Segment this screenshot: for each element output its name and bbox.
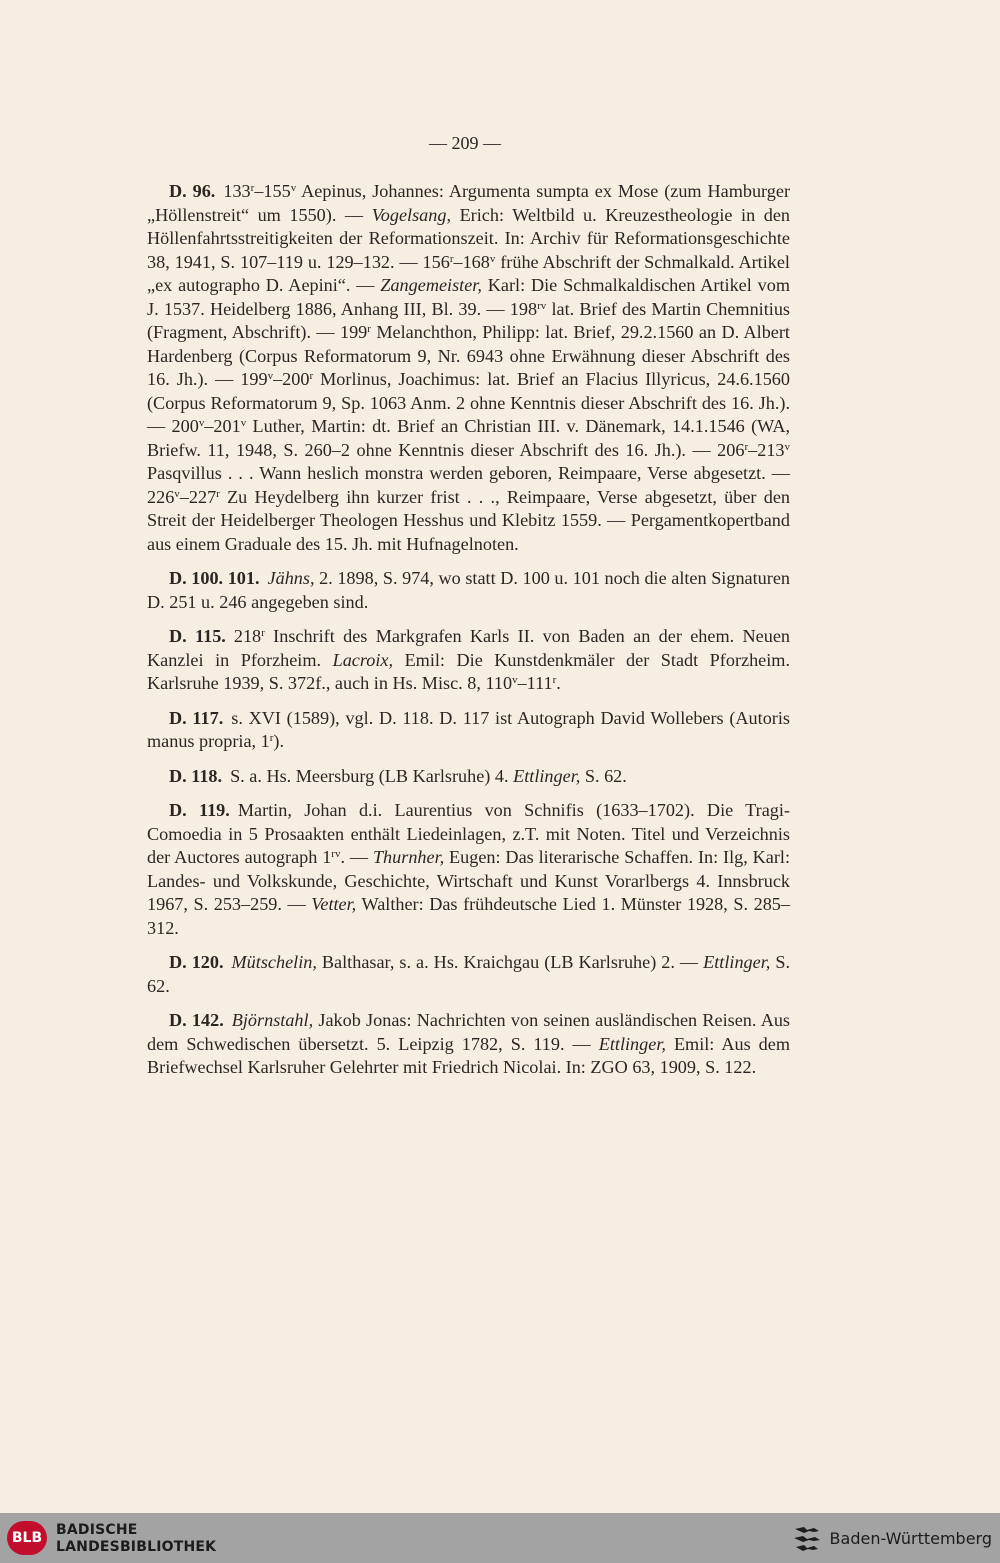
- folio-superscript: r: [744, 440, 749, 453]
- catalog-entry: [147, 567, 790, 614]
- entry-signature: D. 115.: [169, 626, 226, 646]
- entry-signature: D. 100. 101.: [169, 568, 260, 588]
- entry-text: Erich: Weltbild u. Kreuzestheologie in den Höllenfahrtsstreitigkeiten der Reformationszeit. In: Archiv für Reformationsgeschichte 38, 1941, S. 107–119 u. 129–132. — 156: [147, 204, 790, 272]
- entry-text: Karl: Die Schmalkaldischen Artikel vom J. 1537. Heidelberg 1886, Anhang III, Bl. 39. — 198: [147, 275, 790, 319]
- catalog-entry: [147, 765, 790, 789]
- entry-text: Melanchthon, Philipp: lat. Brief, 29.2.1560 an D. Albert Hardenberg (Corpus Reformatorum 9, Nr. 6943 ohne Erwähnung dieser Abschrift des 16. Jh.). — 199: [147, 322, 790, 389]
- folio-superscript: r: [449, 252, 454, 265]
- catalog-entry: [147, 799, 790, 940]
- entry-text: –201: [204, 416, 241, 436]
- entry-text: S. 62.: [580, 765, 627, 786]
- footer-bar: [0, 1513, 1000, 1563]
- folio-superscript: v: [198, 417, 205, 429]
- entry-text: –227: [179, 486, 217, 507]
- catalog-entries: [147, 180, 790, 1091]
- folio-superscript: v: [174, 487, 180, 500]
- entry-signature: D. 119.: [169, 800, 230, 820]
- entry-text: Aepinus, Johannes: Argumenta sumpta ex Mose (zum Hamburger „Höllenstreit“ um 1550). —: [147, 181, 791, 225]
- author-name: Jähns,: [267, 568, 315, 588]
- folio-superscript: r: [367, 323, 371, 335]
- folio-superscript: r: [309, 370, 314, 382]
- entry-text: ).: [273, 731, 285, 751]
- entry-text: .: [556, 673, 561, 693]
- entry-signature: D. 96.: [169, 181, 216, 201]
- entry-text: Luther, Martin: dt. Brief an Christian III. v. Dänemark, 14.1.1546 (WA, Briefw. 11, 1948, S. 260–2 ohne Kenntnis dieser Abschrift des 16. Jh.). — 206: [147, 416, 790, 460]
- entry-signature: D. 142.: [169, 1010, 224, 1030]
- entry-text: Balthasar, s. a. Hs. Kraichgau (LB Karlsruhe) 2. —: [316, 952, 704, 972]
- folio-superscript: rv: [537, 299, 547, 312]
- folio-superscript: v: [512, 674, 518, 686]
- entry-text: Walther: Das frühdeutsche Lied 1. Münster 1928, S. 285–312.: [147, 894, 790, 938]
- entry-text: Inschrift des Markgrafen Karls II. von Baden an der ehem. Neuen Kanzlei in Pforzheim.: [147, 626, 790, 670]
- entry-text: –155: [254, 181, 291, 201]
- library-name-line2: LANDESBIBLIOTHEK: [56, 1539, 217, 1555]
- entry-text: frühe Abschrift der Schmalkald. Artikel „ex autographo D. Aepini“. —: [147, 251, 790, 295]
- entry-text: Morlinus, Joachimus: lat. Brief an Flacius Illyricus, 24.6.1560 (Corpus Reformatorum 9, Sp. 1063 Anm. 2 ohne Kenntnis dieser Abschrift des 16. Jh.). — 200: [147, 369, 790, 436]
- library-name-line1: BADISCHE: [56, 1522, 138, 1538]
- catalog-entry: [147, 707, 790, 754]
- folio-superscript: v: [267, 370, 274, 382]
- page-number: — 209 —: [429, 133, 501, 153]
- author-name: Vetter,: [311, 894, 357, 914]
- catalog-entry: [147, 180, 790, 556]
- author-name: Ettlinger,: [598, 1033, 666, 1054]
- folio-superscript: r: [269, 732, 274, 744]
- folio-superscript: v: [489, 252, 496, 265]
- entry-text: lat. Brief des Martin Chemnitius (Fragment, Abschrift). — 199: [147, 298, 790, 342]
- entry-text: . —: [340, 847, 373, 867]
- entry-text: Emil: Aus dem Briefwechsel Karlsruher Gelehrter mit Friedrich Nicolai. In: ZGO 63, 1909, S. 122.: [147, 1033, 790, 1077]
- folio-superscript: r: [552, 674, 557, 686]
- entry-text: s. XVI (1589), vgl. D. 118. D. 117 ist Autograph David Wollebers (Autoris manus propria, 1: [147, 707, 790, 751]
- author-name: Zangemeister,: [380, 275, 482, 295]
- state-name: Baden-Württemberg: [829, 1528, 992, 1548]
- entry-text: Pasqvillus . . . Wann heslich monstra werden geboren, Reimpaare, Verse abgesetzt. — 226: [147, 463, 790, 507]
- entry-text: –213: [748, 439, 785, 460]
- entry-text: –168: [453, 251, 490, 272]
- entry-signature: D. 118.: [169, 765, 223, 786]
- folio-superscript: rv: [331, 848, 341, 860]
- entry-signature: D. 117.: [169, 707, 224, 728]
- entry-text: Jakob Jonas: Nachrichten von seinen ausländischen Reisen. Aus dem Schwedischen übersetzt. 5. Leipzig 1782, S. 119. —: [147, 1010, 790, 1054]
- entry-text: 218: [233, 626, 262, 646]
- entry-text: 133: [223, 181, 251, 201]
- lions-emblem-icon: [792, 1523, 822, 1553]
- library-name[interactable]: [56, 1522, 216, 1556]
- entry-text: –200: [273, 369, 310, 389]
- folio-superscript: v: [240, 417, 247, 429]
- folio-superscript: r: [250, 182, 255, 194]
- entry-text: Martin, Johan d.i. Laurentius von Schnifis (1633–1702). Die Tragi-Comoedia in 5 Prosaakten enthält Liedeinlagen, z.T. mit Noten. Titel und Verzeichnis der Auctores autograph 1: [147, 800, 790, 867]
- folio-superscript: v: [290, 182, 297, 194]
- entry-text: 2. 1898, S. 974, wo statt D. 100 u. 101 noch die alten Signaturen D. 251 u. 246 angegeben sind.: [147, 568, 790, 612]
- catalog-entry: [147, 951, 790, 998]
- author-name: Vogelsang,: [371, 204, 451, 225]
- author-name: Thurnher,: [372, 847, 445, 867]
- catalog-entry: [147, 625, 790, 696]
- author-name: Björnstahl,: [231, 1010, 314, 1030]
- entry-text: S. a. Hs. Meersburg (LB Karlsruhe) 4.: [230, 765, 514, 786]
- entry-signature: D. 120.: [169, 952, 224, 972]
- author-name: Ettlinger,: [513, 765, 581, 786]
- author-name: Lacroix,: [332, 649, 394, 670]
- entry-text: Zu Heydelberg ihn kurzer frist . . ., Reimpaare, Verse abgesetzt, über den Streit der Heidelberger Theologen Hesshus und Klebitz 1559. — Pergamentkopertband aus einem Graduale des 15. Jh. mit Hufnagelnoten.: [147, 486, 790, 554]
- catalog-entry: [147, 1009, 790, 1080]
- author-name: Mütschelin,: [231, 952, 317, 972]
- blb-logo-icon[interactable]: BLB: [7, 1521, 47, 1555]
- entry-text: –111: [517, 673, 553, 693]
- author-name: Ettlinger,: [703, 952, 771, 972]
- folio-superscript: v: [784, 440, 790, 453]
- folio-superscript: r: [261, 627, 265, 639]
- entry-text: Eugen: Das literarische Schaffen. In: Ilg, Karl: Landes- und Volkskunde, Geschichte, Wirtschaft und Kunst Vorarlbergs 4. Innsbruck 1967, S. 253–259. —: [147, 847, 791, 914]
- entry-text: S. 62.: [147, 952, 790, 996]
- folio-superscript: r: [216, 487, 220, 500]
- entry-text: Emil: Die Kunstdenkmäler der Stadt Pforzheim. Karlsruhe 1939, S. 372f., auch in Hs. Misc. 8, 110: [147, 649, 790, 693]
- state-logo[interactable]: [792, 1523, 992, 1553]
